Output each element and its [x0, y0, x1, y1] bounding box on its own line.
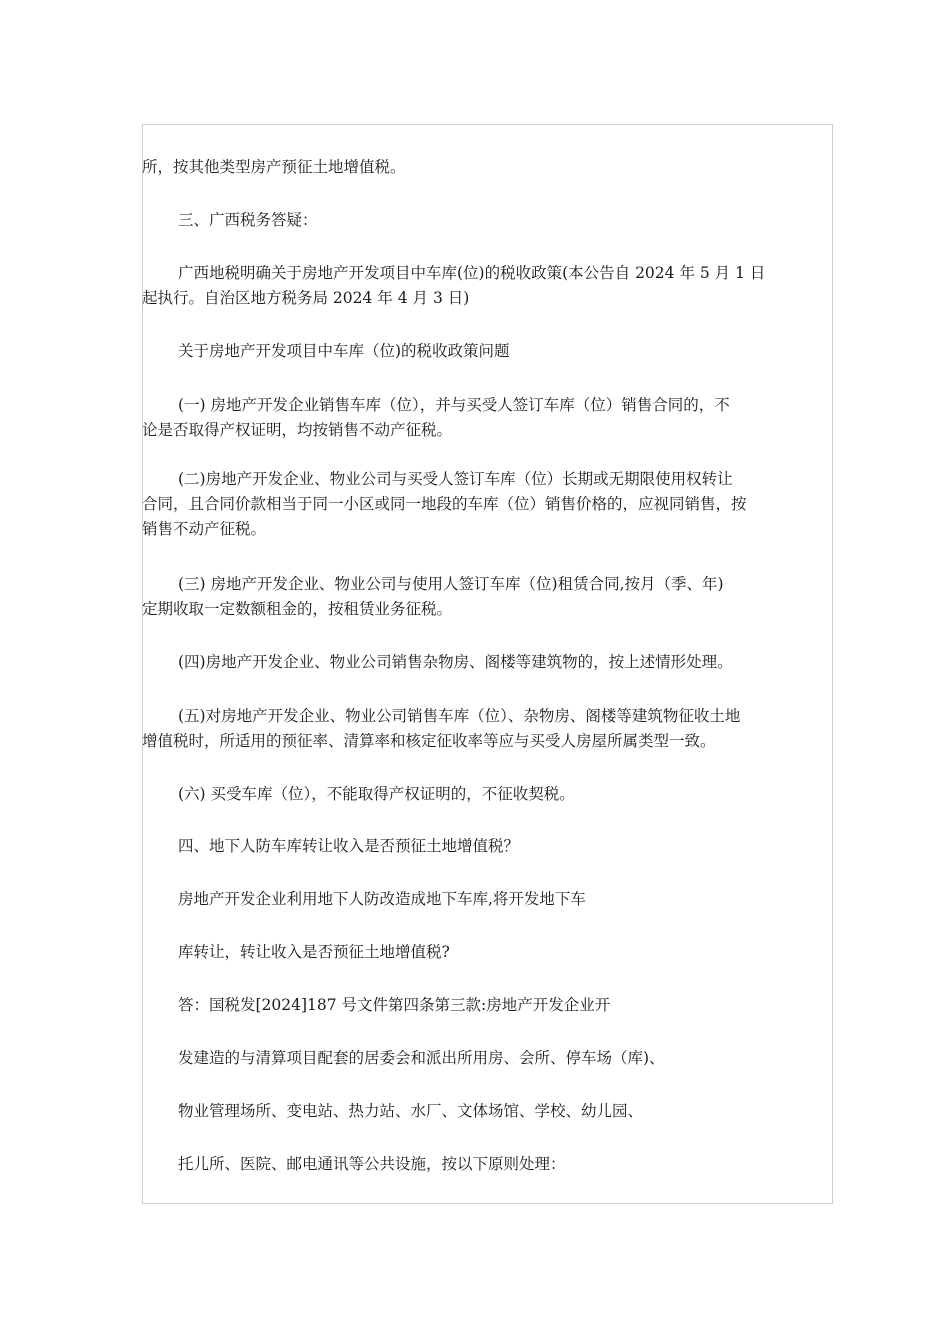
text-line: 增值税时，所适用的预征率、清算率和核定征收率等应与买受人房屋所属类型一致。 — [142, 732, 716, 750]
text-line: (一) 房地产开发企业销售车库（位），并与买受人签订车库（位）销售合同的，不 — [178, 396, 730, 414]
paragraph-item-2 — [142, 467, 830, 542]
text-line: 物业管理场所、变电站、热力站、水厂、文体场馆、学校、幼儿园、 — [178, 1102, 644, 1120]
text-line: 定期收取一定数额租金的，按租赁业务征税。 — [142, 600, 453, 618]
paragraph-question-line-1 — [142, 887, 830, 912]
text-line: 答：国税发[2024]187 号文件第四条第三款:房地产开发企业开 — [178, 996, 611, 1014]
text-line: (六) 买受车库（位），不能取得产权证明的，不征收契税。 — [178, 785, 575, 803]
text-line: 所，按其他类型房产预征土地增值税。 — [142, 158, 406, 176]
section-heading-4 — [142, 834, 830, 859]
text-line: (四)房地产开发企业、物业公司销售杂物房、阁楼等建筑物的，按上述情形处理。 — [178, 653, 733, 671]
paragraph-guangxi-policy — [142, 261, 830, 311]
section-heading-3 — [142, 208, 830, 233]
text-line: 合同，且合同价款相当于同一小区或同一地段的车库（位）销售价格的，应视同销售，按 — [142, 495, 747, 513]
paragraph-item-5 — [142, 704, 830, 754]
paragraph-answer-line-3 — [142, 1099, 830, 1124]
paragraph-item-3 — [142, 572, 830, 622]
text-line: 房地产开发企业利用地下人防改造成地下车库,将开发地下车 — [178, 890, 586, 908]
text-line: 关于房地产开发项目中车库（位)的税收政策问题 — [178, 342, 510, 360]
text-line: (二)房地产开发企业、物业公司与买受人签订车库（位）长期或无期限使用权转让 — [178, 470, 733, 488]
text-line: 托儿所、医院、邮电通讯等公共设施，按以下原则处理： — [178, 1155, 566, 1173]
text-line: 销售不动产征税。 — [142, 520, 267, 538]
text-line: 发建造的与清算项目配套的居委会和派出所用房、会所、停车场（库)、 — [178, 1049, 665, 1067]
paragraph-answer-line-4 — [142, 1152, 830, 1177]
text-line: 起执行。自治区地方税务局 2024 年 4 月 3 日) — [142, 289, 470, 307]
paragraph-answer-line-2 — [142, 1046, 830, 1071]
paragraph-answer-line-1 — [142, 993, 830, 1018]
paragraph-item-4 — [142, 650, 830, 675]
text-line: 库转让，转让收入是否预征土地增值税? — [178, 943, 450, 961]
text-line: 论是否取得产权证明，均按销售不动产征税。 — [142, 421, 453, 439]
text-line: 四、地下人防车库转让收入是否预征土地增值税？ — [178, 837, 520, 855]
text-line: 三、广西税务答疑： — [178, 211, 318, 229]
paragraph-subtitle — [142, 339, 830, 364]
paragraph-item-6 — [142, 782, 830, 807]
paragraph-item-1 — [142, 393, 830, 443]
paragraph-question-line-2 — [142, 940, 830, 965]
paragraph-continuation — [142, 155, 830, 180]
text-line: 广西地税明确关于房地产开发项目中车库(位)的税收政策(本公告自 2024 年 5 月 1 日 — [178, 264, 766, 282]
text-line: (五)对房地产开发企业、物业公司销售车库（位）、杂物房、阁楼等建筑物征收土地 — [178, 707, 741, 725]
text-line: (三) 房地产开发企业、物业公司与使用人签订车库（位)租赁合同,按月（季、年) — [178, 575, 724, 593]
